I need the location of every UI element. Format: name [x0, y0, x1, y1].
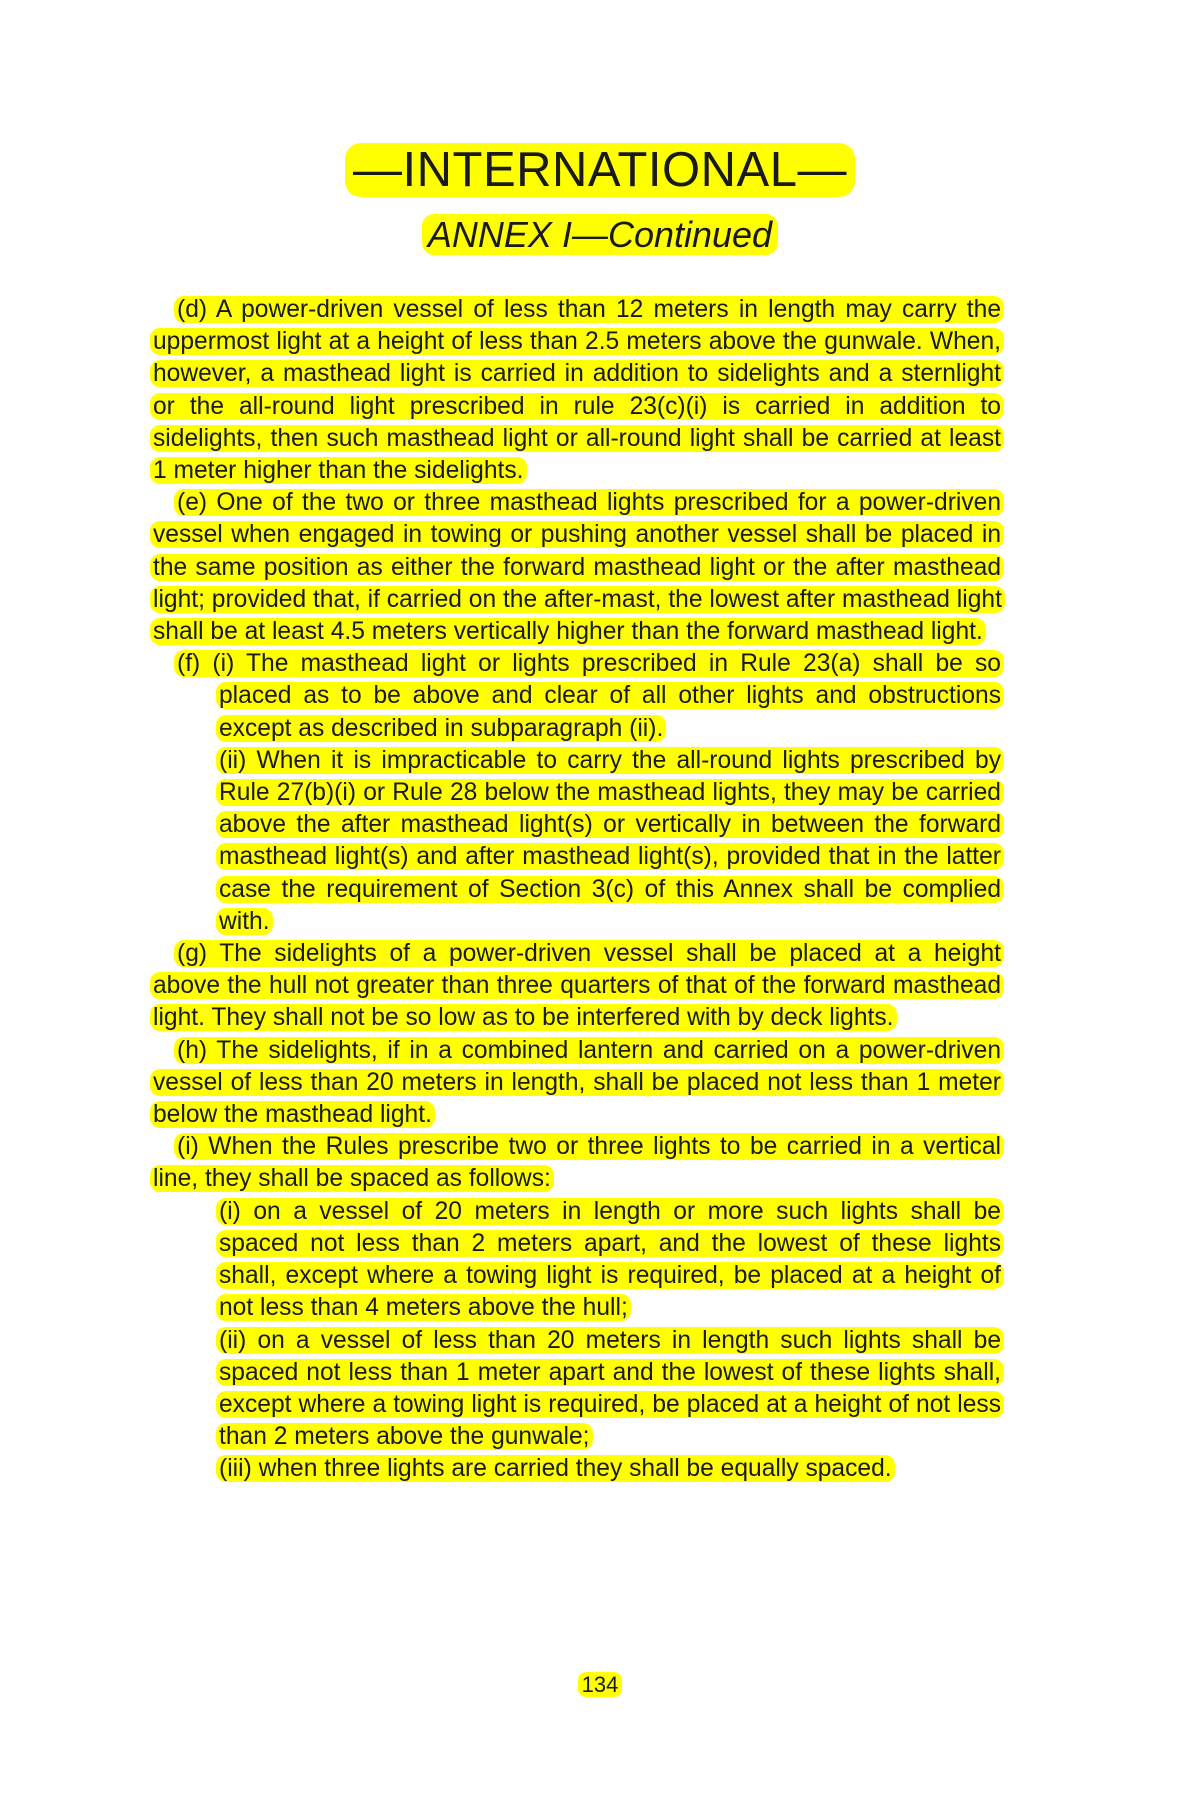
paragraph-d-text: (d) A power-driven vessel of less than 12 meters in length may carry the uppermost light at a height of less than 2.5 meters above the gunwale. When, however, a masthead light is carried in addition to sidelights and a sternlight or the all-round light prescribed in rule 23(c)(i) is carried in addition to sidelights, then such masthead light or all-round light shall be carried at least 1 meter higher than the sidelights. — [150, 296, 1004, 484]
paragraph-h-text: (h) The sidelights, if in a combined lantern and carried on a power-driven vessel of less than 20 meters in length, shall be placed not less than 1 meter below the masthead light. — [150, 1037, 1004, 1128]
paragraph-i — [150, 1131, 1004, 1195]
paragraph-g-text: (g) The sidelights of a power-driven vessel shall be placed at a height above the hull not greater than three quarters of that of the forward masthead light. They shall not be so low as to be interfered with by deck lights. — [150, 940, 1004, 1031]
paragraph-h — [150, 1035, 1004, 1132]
paragraph-f-ii-text: (ii) When it is impracticable to carry the all-round lights prescribed by Rule 27(b)(i) or Rule 28 below the masthead lights, they may be carried above the after masthead light(s) or vertically in between the forward masthead light(s) and after masthead light(s), provided that in the latter case the requirement of Section 3(c) of this Annex shall be complied with. — [216, 747, 1004, 935]
page-title-text: —INTERNATIONAL— — [345, 143, 855, 197]
paragraph-f-i-text: (f) (i) The masthead light or lights prescribed in Rule 23(a) shall be so placed as to be above and clear of all other lights and obstructions except as described in subparagraph (ii). — [174, 650, 1004, 741]
paragraph-g — [150, 938, 1004, 1035]
annex-body — [150, 294, 1004, 1486]
paragraph-d — [150, 294, 1004, 487]
page-subtitle-text: ANNEX I—Continued — [422, 214, 778, 255]
paragraph-i-text: (i) When the Rules prescribe two or three lights to be carried in a vertical line, they shall be spaced as follows: — [150, 1133, 1004, 1192]
paragraph-i-i — [216, 1196, 1004, 1325]
paragraph-f-i — [177, 648, 1004, 745]
paragraph-e — [150, 487, 1004, 648]
paragraph-i-ii-text: (ii) on a vessel of less than 20 meters in length such lights shall be spaced not less than 1 meter apart and the lowest of these lights shall, except where a towing light is required, be placed at a height of not less than 2 meters above the gunwale; — [216, 1327, 1004, 1451]
paragraph-f-ii — [216, 745, 1004, 938]
paragraph-i-iii-text: (iii) when three lights are carried they shall be equally spaced. — [216, 1455, 895, 1482]
page-title — [0, 138, 1200, 202]
page-subtitle — [0, 212, 1200, 258]
paragraph-e-text: (e) One of the two or three masthead lights prescribed for a power-driven vessel when engaged in towing or pushing another vessel shall be placed in the same position as either the forward masthead light or the after masthead light; provided that, if carried on the after-mast, the lowest after masthead light shall be at least 4.5 meters vertically higher than the forward masthead light. — [150, 489, 1005, 645]
paragraph-i-ii — [216, 1325, 1004, 1454]
paragraph-i-i-text: (i) on a vessel of 20 meters in length or more such lights shall be spaced not less than 2 meters apart, and the lowest of these lights shall, except where a towing light is required, be placed at a height of not less than 4 meters above the hull; — [216, 1198, 1004, 1322]
paragraph-i-iii — [216, 1453, 1004, 1485]
page-number-text: 134 — [578, 1672, 623, 1697]
page-number — [0, 1670, 1200, 1700]
